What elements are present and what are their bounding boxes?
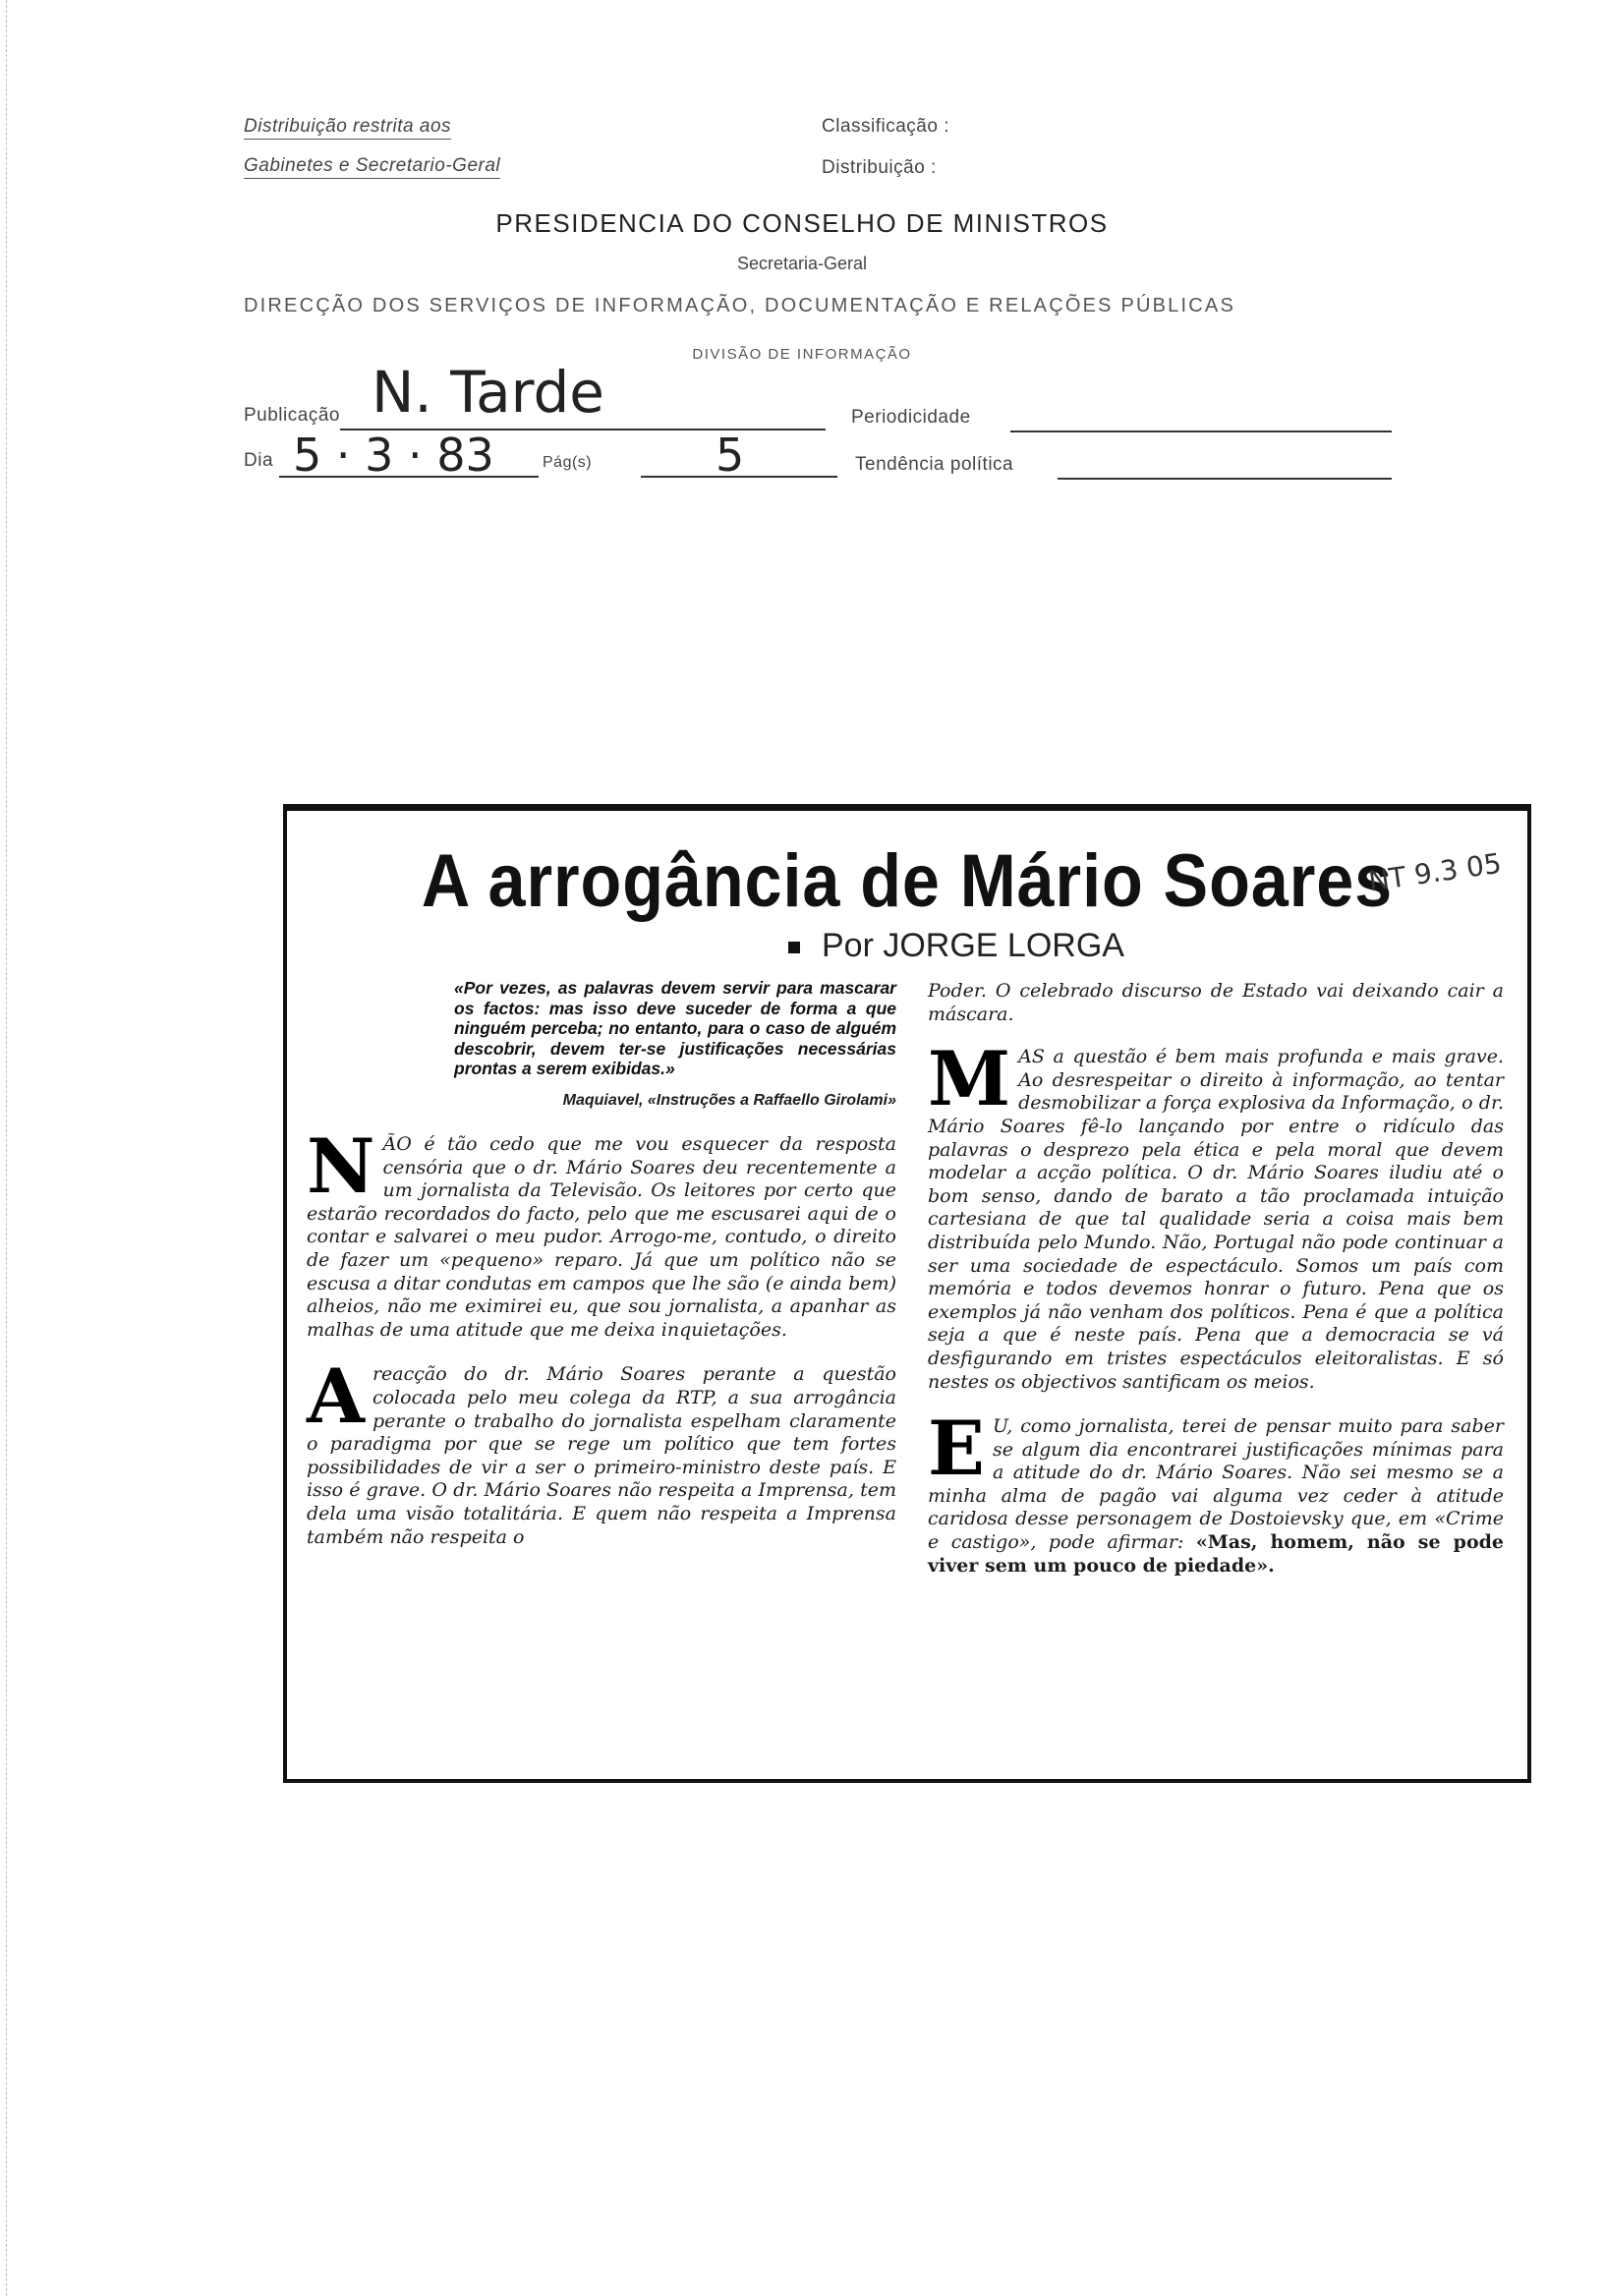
directorate-title: DIRECÇÃO DOS SERVIÇOS DE INFORMAÇÃO, DOCUMENTAÇÃO E RELAÇÕES PÚBLICAS (244, 295, 1235, 316)
paragraph-4: MAS a questão é bem mais profunda e mais grave. Ao desrespeitar o direito à informação, ao tentar desmobilizar a força explosiva da Informação, o dr. Mário Soares fê-lo lançando por entre o ridículo das palavras o desprezo pela ética e pela moral que devem modelar a acção política. O dr. Mário Soares iludiu até o bom senso, dando de barato a tão proclamada intuição cartesiana de que tal qualidade seria a coisa mais bem distribuída pelo Mundo. Não, Portugal não pode continuar a ser uma sociedade de espectáculo. Somos um país com memória e todos devemos honrar o futuro. Pena que os exemplos já não venham dos políticos. Pena é que a política seja a que é neste país. Pena que a democracia se vá desfigurando em tristes espectáculos eleitoralistas. E só nestes os objectivos santificam os meios. (928, 1035, 1504, 1393)
newspaper-clipping (283, 804, 1531, 1783)
classification-label: Classificação : (822, 116, 949, 137)
day-line (279, 476, 539, 478)
article-headline: A arrogância de Mário Soares (421, 839, 1394, 923)
closing-quote: «Mas, homem, não se pode viver sem um pouco de piedade». (928, 1531, 1504, 1577)
scan-edge (6, 0, 7, 2296)
distribution-restricted-line2: Gabinetes e Secretario-Geral (244, 155, 500, 177)
periodicity-line (1010, 430, 1392, 432)
handwritten-margin-note: NT 9.3 05 (1366, 846, 1504, 898)
page-line (641, 476, 837, 478)
paragraph-3: Poder. O celebrado discurso de Estado vai deixando cair a máscara. (928, 980, 1504, 1025)
periodicity-label: Periodicidade (851, 407, 971, 428)
dropcap-a: A (307, 1352, 365, 1441)
paragraph-5: E U, como jornalista, terei de pensar muito para saber se algum dia encontrarei justificações mínimas para a atitude do dr. Mário Soares. Não sei mesmo se a minha alma de pagão vai alguma vez ceder à atitude caridosa desse personagem de Dostoievsky que, em «Crime e castigo», pode afirmar: «Mas, homem, não se pode viver sem um pouco de piedade». (928, 1405, 1504, 1577)
dropcap-n: N (307, 1122, 375, 1211)
dropcap-m: M (928, 1035, 1011, 1123)
political-tendency-line (1058, 478, 1392, 480)
day-handwritten: 5 · 3 · 83 (293, 429, 494, 482)
publication-label: Publicação (244, 405, 340, 426)
day-label: Dia (244, 450, 274, 471)
paragraph-2: Areacção do dr. Mário Soares perante a questão colocada pelo meu colega da RTP, a sua arrogância perante o trabalho do jornalista espelham claramente o paradigma por que se rege um político que tem fortes possibilidades de vir a ser o primeiro-ministro deste país. E isso é grave. O dr. Mário Soares não respeita a Imprensa, tem dela uma visão totalitária. E quem não respeita a Imprensa também não respeita o (307, 1352, 896, 1548)
page-handwritten: 5 (716, 429, 745, 482)
article-column-left (307, 978, 896, 1563)
publication-handwritten: N. Tarde (372, 359, 604, 426)
epigraph-source: Maquiavel, «Instruções a Raffaello Girolami» (562, 1091, 896, 1109)
page-label: Pág(s) (543, 454, 593, 471)
epigraph-quote: «Por vezes, as palavras devem servir para mascarar os factos: mas isso deve suceder de forma a que ninguém perceba; no entanto, para o caso de alguém descobrir, devem ter-se justificações necessárias prontas a serem exibidas.» (454, 978, 896, 1078)
institution-title: PRESIDENCIA DO CONSELHO DE MINISTROS (495, 208, 1109, 238)
byline-bullet (788, 942, 800, 953)
distribution-label: Distribuição : (822, 157, 937, 178)
dropcap-e: E (928, 1405, 985, 1493)
paragraph-1: NÃO é tão cedo que me vou esquecer da resposta censória que o dr. Mário Soares deu recentemente a um jornalista da Televisão. Os leitores por certo que estarão recordados do facto, pelo que me escusarei aqui de o contar e salvarei o meu pudor. Arrogo-me, contudo, o direito de fazer um «pequeno» reparo. Já que um político não se escusa a ditar condutas em campos que lhe são (e ainda bem) alheios, não me eximirei eu, que sou jornalista, a apanhar as malhas de uma atitude que me deixa inquietações. (307, 1122, 896, 1341)
division-title: DIVISÃO DE INFORMAÇÃO (692, 346, 912, 363)
political-tendency-label: Tendência política (855, 454, 1014, 475)
article-byline: Por JORGE LORGA (788, 927, 1124, 965)
epigraph (454, 978, 896, 1112)
distribution-restricted-line1: Distribuição restrita aos (244, 116, 451, 138)
article-column-right (928, 980, 1504, 1591)
secretariat-title: Secretaria-Geral (736, 254, 868, 273)
